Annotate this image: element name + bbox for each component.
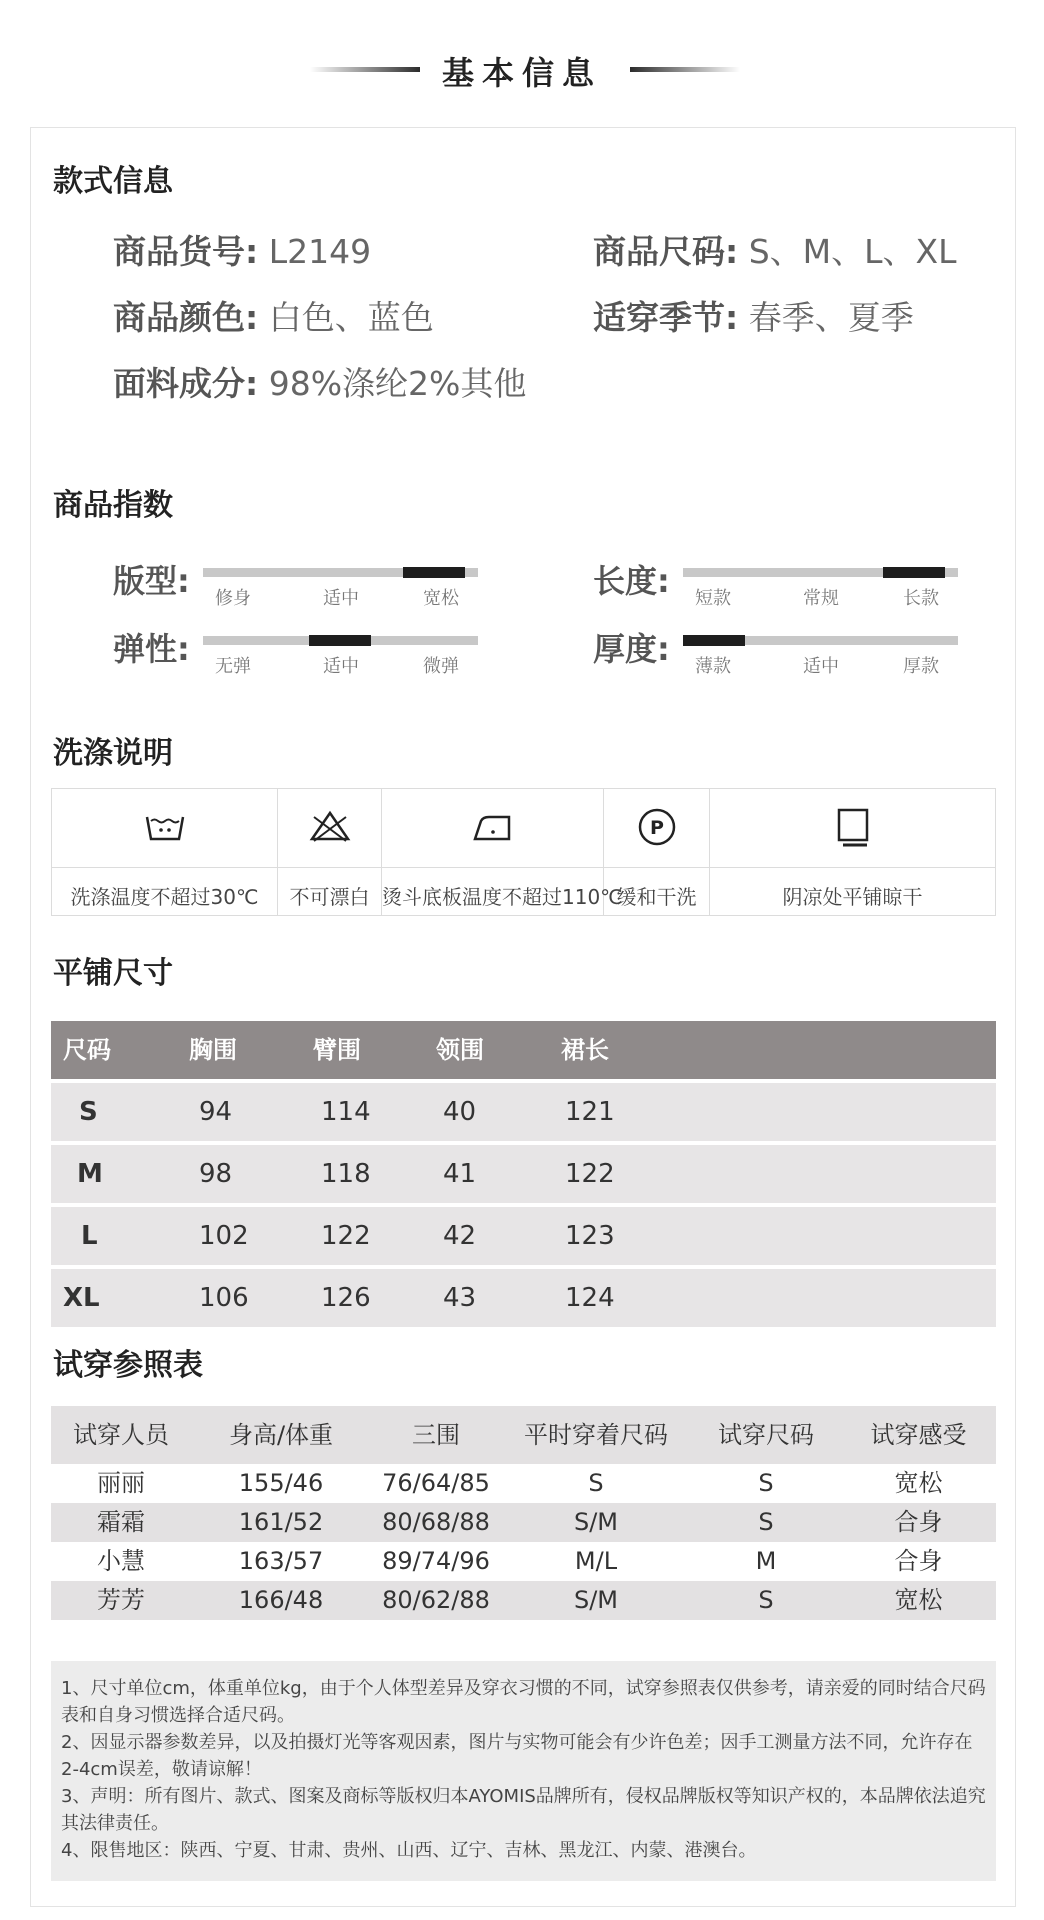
index-tick: 长款 (903, 588, 939, 609)
index-track (203, 568, 478, 577)
size-cell: 122 (565, 1159, 615, 1189)
index-tick: 薄款 (695, 656, 731, 677)
iron-icon (471, 807, 515, 847)
trial-table (51, 1406, 996, 1620)
info-value: 白色、蓝色 (268, 298, 434, 337)
index-marker (883, 567, 945, 578)
size-header-cell: 裙长 (561, 1036, 609, 1064)
index-tick: 厚款 (903, 656, 939, 677)
index-length (593, 556, 973, 626)
info-item-fabric (113, 358, 526, 405)
trial-cell: 宽松 (894, 1469, 943, 1497)
info-card (30, 127, 1016, 1907)
trial-cell: 166/48 (238, 1586, 324, 1614)
trial-cell: S/M (573, 1586, 619, 1614)
note-line: 4、限售地区：陕西、宁夏、甘肃、贵州、山西、辽宁、吉林、黑龙江、内蒙、港澳台。 (61, 1840, 757, 1861)
wash-divider (710, 867, 995, 868)
info-key: 面料成分: (113, 364, 259, 403)
dry-flat-shade-icon (831, 807, 875, 847)
size-cell: 123 (565, 1221, 615, 1251)
wash-caption: 不可漂白 (289, 885, 370, 909)
wash-caption: 洗涤温度不超过30℃ (70, 885, 259, 909)
wash-caption: 烫斗底板温度不超过110℃ (382, 885, 623, 909)
size-table (51, 1021, 996, 1327)
info-value: 春季、夏季 (748, 298, 914, 337)
note-line: 3、声明：所有图片、款式、图案及商标等版权归本AYOMIS品牌所有，侵权品牌版权等知识产权的，本品牌依法追究其法律责任。 (61, 1786, 986, 1834)
index-track (683, 568, 958, 577)
info-key: 商品颜色: (113, 298, 259, 337)
wash-cell (278, 789, 382, 915)
size-header-cell: 臂围 (313, 1036, 361, 1064)
index-track (203, 636, 478, 645)
index-tick: 常规 (803, 588, 839, 609)
wash-divider (382, 867, 603, 868)
wash-caption: 缓和干洗 (616, 885, 697, 909)
trial-cell: M/L (574, 1547, 618, 1575)
wash-divider (278, 867, 381, 868)
trial-cell: 80/62/88 (382, 1586, 490, 1614)
size-cell: 114 (321, 1097, 371, 1127)
banner-line-left (310, 67, 420, 72)
trial-cell: S (758, 1586, 774, 1614)
size-table-header (51, 1021, 996, 1079)
index-thickness (593, 624, 973, 694)
size-cell: L (81, 1221, 98, 1251)
size-cell: 43 (443, 1283, 477, 1313)
size-header-cell: 领围 (436, 1036, 484, 1064)
size-cell: 124 (565, 1283, 615, 1313)
size-header-cell: 尺码 (63, 1036, 111, 1064)
size-cell: 121 (565, 1097, 615, 1127)
size-row (51, 1269, 996, 1327)
index-tick: 修身 (215, 588, 251, 609)
index-tick: 适中 (803, 656, 839, 677)
size-cell: 41 (443, 1159, 477, 1189)
trial-cell: S (758, 1508, 774, 1536)
wash-cell (382, 789, 623, 915)
trial-cell: 合身 (894, 1547, 943, 1575)
index-marker (683, 635, 745, 646)
svg-text:P: P (649, 817, 664, 839)
trial-cell: 霜霜 (97, 1508, 145, 1536)
index-track (683, 636, 958, 645)
section-banner (0, 40, 1044, 100)
style-info-title: 款式信息 (53, 164, 173, 199)
info-key: 商品尺码: (593, 232, 739, 271)
trial-header-cell: 平时穿着尺码 (524, 1421, 668, 1449)
info-key: 商品货号: (113, 232, 259, 271)
trial-cell: 小慧 (97, 1547, 145, 1575)
index-label: 版型: (113, 562, 190, 600)
note-line: 2、因显示器参数差异，以及拍摄灯光等客观因素，图片与实物可能会有少许色差；因手工测量方法不同，允许存在2-4cm误差，敬请谅解！ (61, 1732, 973, 1780)
info-value: 98%涤纶2%其他 (268, 364, 527, 403)
trial-header-cell: 身高/体重 (228, 1421, 334, 1449)
size-cell: 106 (199, 1283, 249, 1313)
wash-caption: 阴凉处平铺晾干 (782, 885, 923, 909)
banner-line-right (630, 67, 740, 72)
trial-cell: S/M (573, 1508, 619, 1536)
trial-table-header (51, 1406, 996, 1464)
wash-30-icon (143, 807, 187, 847)
trial-row (51, 1581, 996, 1620)
trial-cell: 161/52 (238, 1508, 324, 1536)
trial-header-cell: 试穿感受 (870, 1421, 967, 1449)
trial-cell: 76/64/85 (382, 1469, 490, 1497)
index-title: 商品指数 (53, 488, 173, 523)
trial-header-cell: 试穿尺码 (718, 1421, 814, 1449)
size-cell: 122 (321, 1221, 371, 1251)
trial-cell: 合身 (894, 1508, 943, 1536)
wash-cell (604, 789, 710, 915)
trial-cell: 宽松 (894, 1586, 943, 1614)
trial-row (51, 1464, 996, 1503)
trial-cell: 163/57 (238, 1547, 324, 1575)
info-item-season (593, 292, 914, 339)
trial-title: 试穿参照表 (53, 1348, 203, 1383)
index-label: 弹性: (113, 630, 190, 668)
info-value: L2149 (268, 232, 372, 271)
wash-divider (604, 867, 709, 868)
info-key: 适穿季节: (593, 298, 739, 337)
trial-row (51, 1503, 996, 1542)
info-item-sku (113, 226, 371, 273)
size-cell: 126 (321, 1283, 371, 1313)
size-cell: 98 (199, 1159, 233, 1189)
dry-clean-p-icon (635, 807, 679, 847)
no-bleach-icon (308, 807, 352, 847)
wash-cell (52, 789, 278, 915)
size-cell: S (79, 1097, 98, 1127)
size-cell: 42 (443, 1221, 477, 1251)
trial-cell: S (588, 1469, 604, 1497)
size-row (51, 1145, 996, 1203)
trial-cell: 80/68/88 (382, 1508, 490, 1536)
index-tick: 适中 (323, 588, 359, 609)
size-cell: M (77, 1159, 103, 1189)
banner-title: 基本信息 (441, 54, 602, 92)
wash-table (51, 788, 996, 916)
trial-cell: M (755, 1547, 777, 1575)
trial-cell: 丽丽 (97, 1469, 145, 1497)
trial-header-cell: 三围 (412, 1421, 460, 1449)
trial-header-cell: 试穿人员 (73, 1421, 169, 1449)
index-tick: 短款 (695, 588, 731, 609)
trial-cell: 芳芳 (97, 1586, 145, 1614)
size-cell: XL (63, 1283, 100, 1313)
index-tick: 适中 (323, 656, 359, 677)
info-item-sizes (593, 226, 957, 273)
info-value: S、M、L、XL (748, 232, 957, 271)
size-row (51, 1207, 996, 1265)
trial-cell: 89/74/96 (382, 1547, 490, 1575)
wash-divider (52, 867, 277, 868)
index-tick: 无弹 (215, 656, 251, 677)
size-title: 平铺尺寸 (53, 956, 173, 991)
index-label: 长度: (593, 562, 670, 600)
index-stretch (113, 624, 493, 694)
trial-cell: S (758, 1469, 774, 1497)
size-cell: 102 (199, 1221, 249, 1251)
size-cell: 118 (321, 1159, 371, 1189)
size-row (51, 1083, 996, 1141)
index-fit (113, 556, 493, 626)
index-label: 厚度: (593, 630, 670, 668)
trial-row (51, 1542, 996, 1581)
size-header-cell: 胸围 (189, 1036, 237, 1064)
size-cell: 94 (199, 1097, 233, 1127)
index-tick: 宽松 (423, 588, 459, 609)
index-marker (309, 635, 371, 646)
wash-cell (710, 789, 995, 915)
info-item-colors (113, 292, 434, 339)
wash-title: 洗涤说明 (53, 736, 173, 771)
trial-cell: 155/46 (238, 1469, 324, 1497)
note-line: 1、尺寸单位cm，体重单位kg，由于个人体型差异及穿衣习惯的不同，试穿参照表仅供参考，请亲爱的同时结合尺码表和自身习惯选择合适尺码。 (61, 1678, 986, 1726)
index-tick: 微弹 (423, 656, 459, 677)
index-marker (403, 567, 465, 578)
notes-box (51, 1661, 996, 1881)
size-cell: 40 (443, 1097, 477, 1127)
